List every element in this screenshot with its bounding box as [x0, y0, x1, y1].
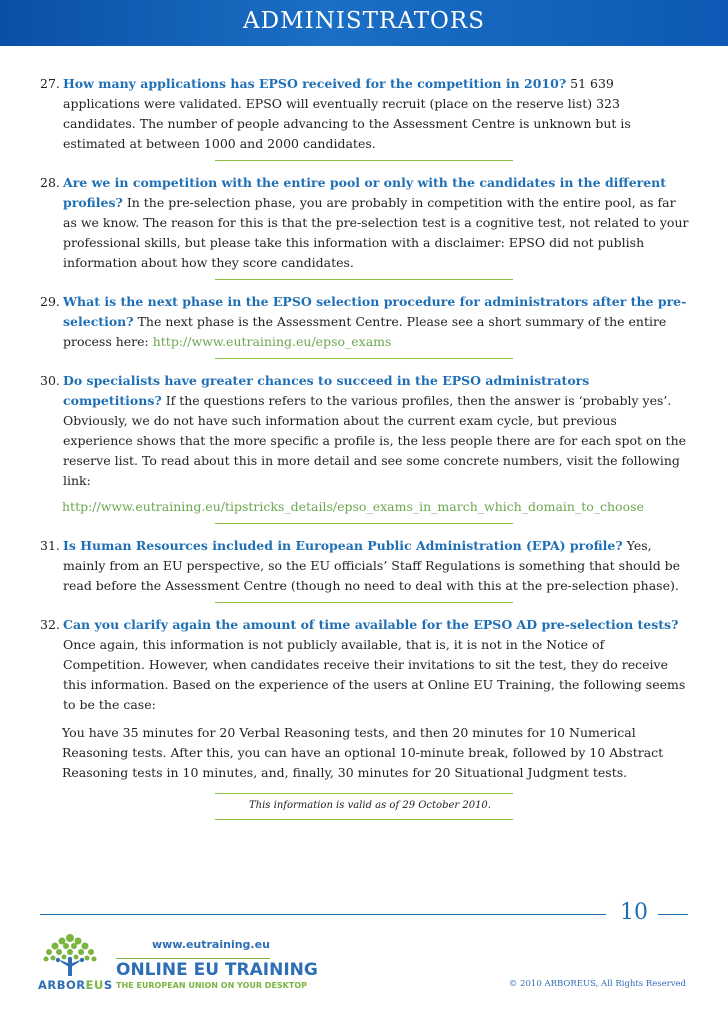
faq-item-29: [40, 292, 690, 352]
item-number: 29.: [40, 294, 60, 309]
separator-line: [215, 358, 513, 359]
brand-tagline: THE EUROPEAN UNION ON YOUR DESKTOP: [116, 981, 307, 990]
copyright-text: © 2010 ARBOREUS, All Rights Reserved: [508, 979, 686, 989]
item-text: [63, 615, 690, 715]
separator-line: [215, 523, 513, 524]
item-number: 30.: [40, 373, 60, 388]
item-text: [63, 74, 690, 154]
separator-line: [215, 793, 513, 794]
brand-rule: [116, 958, 270, 959]
faq-item-30: [40, 371, 690, 491]
item-number: 31.: [40, 538, 60, 553]
item-text: [63, 173, 690, 273]
faq-item-31: [40, 536, 690, 596]
header-title: ADMINISTRATORS: [243, 8, 485, 34]
timing-paragraph: You have 35 minutes for 20 Verbal Reasoning tests, and then 20 minutes for 10 Numerical Reasoning tests. After this, you can have an optional 10-minute break, followed by 10 Abstract Reasoning tests in 10 minutes, and, finally, 30 minutes for 20 Situational Judgment tests.: [62, 725, 664, 780]
faq-item-32: [40, 615, 690, 715]
separator-line: [215, 279, 513, 280]
footer-rule-left: [40, 914, 606, 915]
question-text: How many applications has EPSO received for the competition in 2010?: [63, 76, 567, 91]
item-number: 27.: [40, 76, 60, 91]
answer-text: Once again, this information is not publicly available, that is, it is not in the Notice of Competition. However, when candidates receive their invitations to sit the test, they do receive this information. Based on the experience of the users at Online EU Training, the following seems to be the case:: [63, 637, 686, 712]
question-text: Do specialists have greater chances to succeed in the EPSO administrators competitions?: [63, 373, 590, 408]
answer-text: 51 639 applications were validated. EPSO will eventually recruit (place on the reserve list) 323 candidates. The number of people advancing to the Assessment Centre is unknown but is estimated at between 1000 and 2000 candidates.: [63, 76, 631, 151]
item-text: [63, 536, 690, 596]
answer-text: The next phase is the Assessment Centre. Please see a short summary of the entire process here:: [63, 314, 667, 349]
faq-list: [40, 74, 690, 832]
domain-link-line: [62, 497, 690, 517]
question-text: Can you clarify again the amount of time available for the EPSO AD pre-selection tests?: [63, 617, 679, 632]
item-text: [63, 371, 690, 491]
brand-url[interactable]: www.eutraining.eu: [152, 938, 270, 951]
faq-item-28: [40, 173, 690, 273]
faq-item-27: [40, 74, 690, 154]
page-header: [0, 0, 728, 46]
item-number: 32.: [40, 617, 60, 632]
arboreus-logo-text: ARBOREUS: [38, 978, 113, 992]
separator-line: [215, 819, 513, 820]
footer-rule-right: [658, 914, 688, 915]
item-text: [63, 292, 690, 352]
question-text: Is Human Resources included in European Public Administration (EPA) profile?: [63, 538, 623, 553]
answer-text: Yes, mainly from an EU perspective, so the EU officials’ Staff Regulations is something that should be read before the Assessment Centre (though no need to deal with this at the pre-selection phase).: [63, 538, 681, 593]
answer-text: If the questions refers to the various profiles, then the answer is ‘probably yes’. Obviously, we do not have such information about the current exam cycle, but previous experience shows that the more specific a profile is, the less people there are for each spot on the reserve list. To read about this in more detail and see some concrete numbers, visit the following link:: [63, 393, 687, 488]
separator-line: [215, 160, 513, 161]
brand-name: ONLINE EU TRAINING: [116, 960, 318, 980]
validity-note: This information is valid as of 29 October 2010.: [249, 800, 491, 811]
question-text: Are we in competition with the entire pool or only with the candidates in the different profiles?: [63, 175, 667, 210]
answer-text: In the pre-selection phase, you are probably in competition with the entire pool, as far as we know. The reason for this is that the pre-selection test is a cognitive test, not related to your professional skills, but please take this information with a disclaimer: EPSO did not publish information about how they score candidates.: [63, 195, 689, 270]
separator-line: [215, 602, 513, 603]
page-number: 10: [620, 900, 648, 925]
item-number: 28.: [40, 175, 60, 190]
domain-link[interactable]: http://www.eutraining.eu/tipstricks_details/epso_exams_in_march_which_domain_to_choose: [62, 499, 644, 514]
process-link[interactable]: http://www.eutraining.eu/epso_exams: [152, 334, 392, 349]
question-text: What is the next phase in the EPSO selection procedure for administrators after the pre-selection?: [63, 294, 687, 329]
